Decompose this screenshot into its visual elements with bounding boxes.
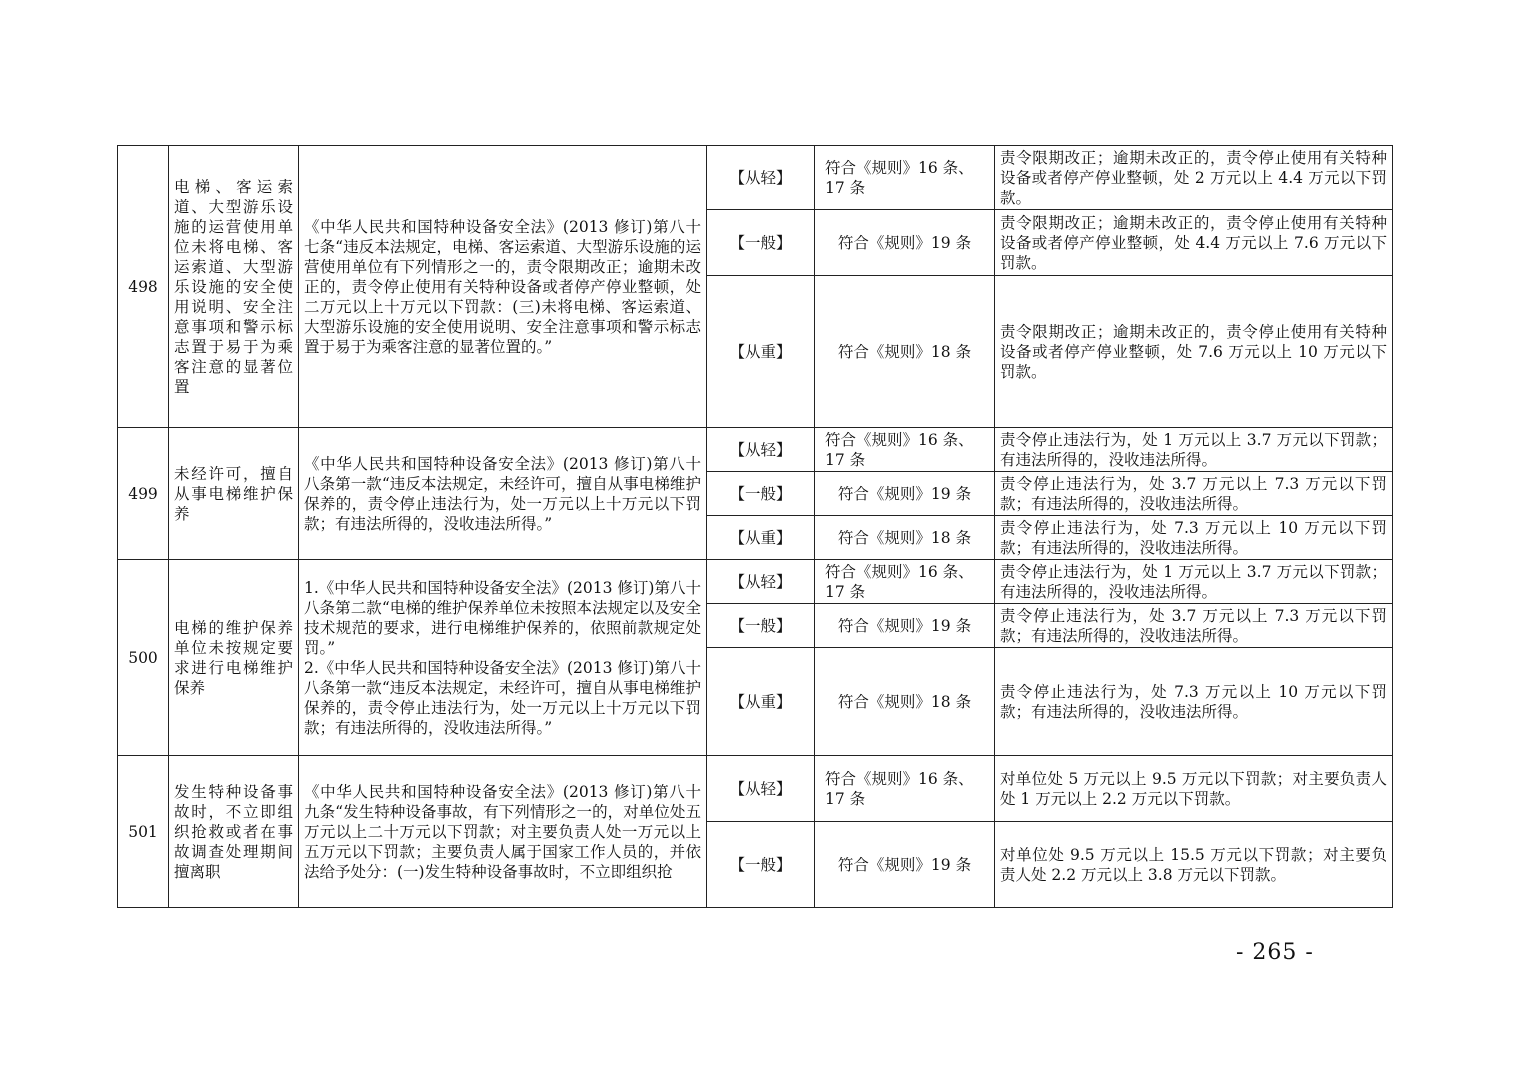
table-row [118, 756, 1393, 822]
penalty-standard: 责令停止违法行为，处 3.7 万元以上 7.3 万元以下罚款；有违法所得的，没收违法所得。 [995, 604, 1393, 648]
applicable-condition: 符合《规则》19 条 [815, 210, 995, 276]
legal-basis: 《中华人民共和国特种设备安全法》(2013 修订)第八十九条“发生特种设备事故，有下列情形之一的，对单位处五万元以上二十万元以下罚款；对主要负责人处一万元以上五万元以下罚款；主要负责人属于国家工作人员的，并依法给予处分：(一)发生特种设备事故时，不立即组织抢 [299, 756, 707, 908]
penalty-standard: 责令限期改正；逾期未改正的，责令停止使用有关特种设备或者停产停业整顿，处 7.6 万元以上 10 万元以下罚款。 [995, 276, 1393, 428]
discretion-level: 【从重】 [707, 276, 815, 428]
penalty-standard: 责令停止违法行为，处 1 万元以上 3.7 万元以下罚款；有违法所得的，没收违法所得。 [995, 428, 1393, 472]
discretion-level: 【从轻】 [707, 146, 815, 210]
discretion-level: 【一般】 [707, 604, 815, 648]
row-number: 500 [118, 560, 169, 756]
applicable-condition: 符合《规则》16 条、17 条 [815, 428, 995, 472]
violation-description: 电梯的维护保养单位未按规定要求进行电梯维护保养 [169, 560, 299, 756]
discretion-level: 【从轻】 [707, 560, 815, 604]
discretion-level: 【一般】 [707, 822, 815, 908]
discretion-level: 【从重】 [707, 516, 815, 560]
table-row [118, 560, 1393, 604]
violation-description: 发生特种设备事故时，不立即组织抢救或者在事故调查处理期间擅离职 [169, 756, 299, 908]
discretion-level: 【从重】 [707, 648, 815, 756]
applicable-condition: 符合《规则》18 条 [815, 648, 995, 756]
applicable-condition: 符合《规则》16 条、17 条 [815, 756, 995, 822]
penalty-standard: 责令停止违法行为，处 3.7 万元以上 7.3 万元以下罚款；有违法所得的，没收违法所得。 [995, 472, 1393, 516]
penalty-standard: 责令停止违法行为，处 7.3 万元以上 10 万元以下罚款；有违法所得的，没收违法所得。 [995, 516, 1393, 560]
violation-description: 电梯、客运索道、大型游乐设施的运营使用单位未将电梯、客运索道、大型游乐设施的安全使用说明、安全注意事项和警示标志置于易于为乘客注意的显著位置 [169, 146, 299, 428]
page-number: - 265 - [1236, 940, 1314, 965]
discretion-level: 【从轻】 [707, 428, 815, 472]
legal-basis: 《中华人民共和国特种设备安全法》(2013 修订)第八十八条第一款“违反本法规定，未经许可，擅自从事电梯维护保养的，责令停止违法行为，处一万元以上十万元以下罚款；有违法所得的，没收违法所得。” [299, 428, 707, 560]
discretion-level: 【从轻】 [707, 756, 815, 822]
penalty-standard: 对单位处 5 万元以上 9.5 万元以下罚款；对主要负责人处 1 万元以上 2.2 万元以下罚款。 [995, 756, 1393, 822]
applicable-condition: 符合《规则》18 条 [815, 276, 995, 428]
applicable-condition: 符合《规则》19 条 [815, 604, 995, 648]
discretion-level: 【一般】 [707, 472, 815, 516]
applicable-condition: 符合《规则》18 条 [815, 516, 995, 560]
legal-basis: 《中华人民共和国特种设备安全法》(2013 修订)第八十七条“违反本法规定，电梯、客运索道、大型游乐设施的运营使用单位有下列情形之一的，责令限期改正；逾期未改正的，责令停止使用有关特种设备或者停产停业整顿，处二万元以上十万元以下罚款：(三)未将电梯、客运索道、大型游乐设施的安全使用说明、安全注意事项和警示标志置于易于为乘客注意的显著位置的。” [299, 146, 707, 428]
violation-description: 未经许可，擅自从事电梯维护保养 [169, 428, 299, 560]
penalty-standard: 责令限期改正；逾期未改正的，责令停止使用有关特种设备或者停产停业整顿，处 2 万元以上 4.4 万元以下罚款。 [995, 146, 1393, 210]
penalty-standard: 责令停止违法行为，处 7.3 万元以上 10 万元以下罚款；有违法所得的，没收违法所得。 [995, 648, 1393, 756]
row-number: 499 [118, 428, 169, 560]
penalty-standard: 责令限期改正；逾期未改正的，责令停止使用有关特种设备或者停产停业整顿，处 4.4 万元以上 7.6 万元以下罚款。 [995, 210, 1393, 276]
applicable-condition: 符合《规则》16 条、17 条 [815, 560, 995, 604]
penalty-standard: 责令停止违法行为，处 1 万元以上 3.7 万元以下罚款；有违法所得的，没收违法所得。 [995, 560, 1393, 604]
applicable-condition: 符合《规则》16 条、17 条 [815, 146, 995, 210]
table-row [118, 146, 1393, 210]
penalty-table [117, 145, 1393, 908]
row-number: 498 [118, 146, 169, 428]
penalty-standard: 对单位处 9.5 万元以上 15.5 万元以下罚款；对主要负责人处 2.2 万元以上 3.8 万元以下罚款。 [995, 822, 1393, 908]
legal-basis: 1.《中华人民共和国特种设备安全法》(2013 修订)第八十八条第二款“电梯的维护保养单位未按照本法规定以及安全技术规范的要求，进行电梯维护保养的，依照前款规定处罚。” 2.《中华人民共和国特种设备安全法》(2013 修订)第八十八条第一款“违反本法规定，未经许可，擅自从事电梯维护保养的，责令停止违法行为，处一万元以上十万元以下罚款；有违法所得的，没收违法所得。” [299, 560, 707, 756]
applicable-condition: 符合《规则》19 条 [815, 822, 995, 908]
discretion-level: 【一般】 [707, 210, 815, 276]
table-row [118, 428, 1393, 472]
applicable-condition: 符合《规则》19 条 [815, 472, 995, 516]
row-number: 501 [118, 756, 169, 908]
